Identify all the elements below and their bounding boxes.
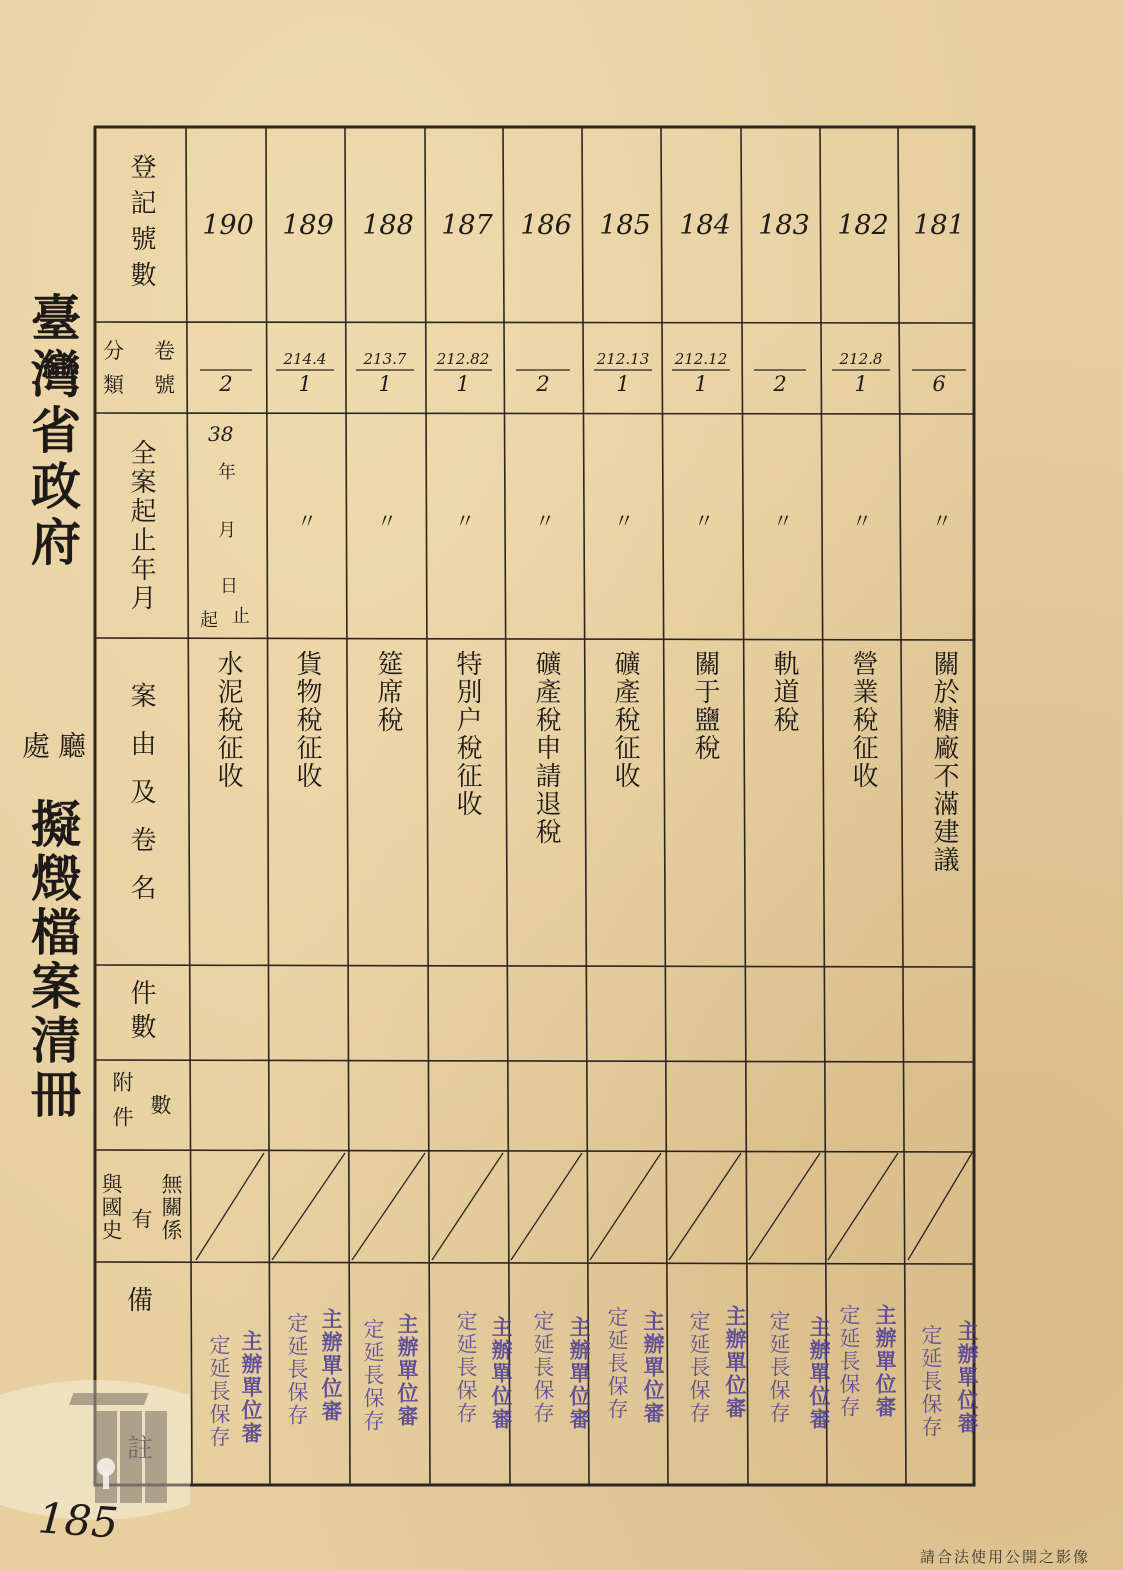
period-ditto-185: 〃 — [614, 509, 634, 533]
period-ditto-187: 〃 — [455, 509, 475, 533]
subject-186: 礦產稅申請退稅 — [531, 650, 561, 846]
remark-190-b: 定延長保存 — [207, 1334, 231, 1449]
subject-190: 水泥稅征收 — [213, 650, 243, 790]
period-day-label: 日 — [220, 576, 238, 597]
header-class-top: 分 — [103, 339, 128, 363]
period-month-label: 月 — [218, 520, 236, 541]
department-label-chu: 處 — [18, 731, 51, 759]
header-classification — [97, 325, 185, 411]
period-ditto-183: 〃 — [773, 509, 793, 533]
header-count-label: 件數 — [126, 979, 156, 1047]
remark-188-a: 主辦單位審 — [395, 1313, 419, 1428]
remark-185-b: 定延長保存 — [605, 1306, 629, 1421]
period-ditto-186: 〃 — [535, 509, 555, 533]
class-bottom-181: 6 — [932, 372, 946, 396]
class-bottom-185: 1 — [616, 372, 630, 396]
reg-no-184: 184 — [679, 209, 731, 241]
remark-181-b: 定延長保存 — [919, 1324, 943, 1439]
reg-no-185: 185 — [599, 209, 651, 241]
remark-187-b: 定延長保存 — [454, 1310, 478, 1425]
remark-189-a: 主辦單位審 — [319, 1308, 343, 1423]
period-ditto-181: 〃 — [932, 509, 952, 533]
subject-183: 軌道稅 — [769, 650, 799, 734]
subject-188: 筵席稅 — [373, 650, 403, 734]
reg-no-187: 187 — [441, 209, 493, 241]
header-remarks-top: 備 — [127, 1286, 164, 1316]
remark-182-a: 主辦單位審 — [873, 1304, 897, 1419]
reg-no-182: 182 — [837, 209, 889, 241]
class-bottom-182: 1 — [854, 372, 868, 396]
period-ditto-184: 〃 — [694, 509, 714, 533]
subject-182: 營業稅征收 — [848, 650, 878, 790]
period-start-label: 起 — [200, 610, 218, 631]
class-bottom-183: 2 — [773, 372, 787, 396]
class-bottom-190: 2 — [219, 372, 233, 396]
class-bottom-189: 1 — [298, 372, 312, 396]
header-class-bottom2: 號 — [154, 373, 179, 397]
header-national-history — [97, 1153, 185, 1261]
class-bottom-184: 1 — [694, 372, 708, 396]
reg-no-181: 181 — [913, 209, 965, 241]
period-ditto-189: 〃 — [297, 509, 317, 533]
header-subject-label: 案由及卷名 — [126, 682, 156, 922]
remark-182-b: 定延長保存 — [837, 1304, 861, 1419]
reg-no-189: 189 — [282, 209, 334, 241]
remark-185-a: 主辦單位審 — [641, 1310, 665, 1425]
department-label-ting: 廳 — [54, 731, 87, 759]
header-period — [97, 416, 185, 636]
header-subject — [97, 642, 185, 962]
subject-184: 關于鹽稅 — [690, 650, 720, 762]
class-top-188: 213.7 — [363, 350, 407, 368]
remark-186-b: 定延長保存 — [531, 1310, 555, 1425]
subject-181: 關於糖廠不滿建議 — [929, 650, 959, 874]
remark-189-b: 定延長保存 — [285, 1312, 309, 1427]
class-top-189: 214.4 — [283, 350, 327, 368]
header-class-top2: 卷 — [154, 339, 179, 363]
header-reg-no — [97, 130, 185, 320]
class-bottom-187: 1 — [456, 372, 470, 396]
remark-186-a: 主辦單位審 — [567, 1316, 591, 1431]
header-history-a: 無關係 — [159, 1172, 183, 1242]
header-reg-no-label: 登記號數 — [126, 153, 156, 297]
header-attach-right: 數 — [148, 1093, 172, 1119]
subject-187: 特別户稅征收 — [452, 650, 482, 818]
subject-189: 貨物稅征收 — [292, 650, 322, 790]
header-history-b: 有 — [129, 1207, 153, 1233]
header-history-c: 與國史 — [99, 1172, 123, 1242]
footer-notice: 請合法使用公開之影像 — [920, 1548, 1091, 1566]
period-year-label: 年 — [218, 462, 236, 483]
remark-183-a: 主辦單位審 — [807, 1316, 831, 1431]
reg-no-190: 190 — [202, 209, 254, 241]
class-top-187: 212.82 — [436, 350, 490, 368]
remark-181-a: 主辦單位審 — [955, 1320, 979, 1435]
remark-188-b: 定延長保存 — [361, 1318, 385, 1433]
remark-184-a: 主辦單位審 — [723, 1305, 747, 1420]
history-diagonals — [196, 1153, 972, 1260]
header-attach-left: 附件 — [110, 1071, 134, 1141]
subject-185: 礦產稅征收 — [610, 650, 640, 790]
class-top-184: 212.12 — [674, 350, 728, 368]
reg-no-188: 188 — [362, 209, 414, 241]
class-bottom-188: 1 — [378, 372, 392, 396]
register-title: 臺灣省政府 — [23, 292, 82, 572]
class-bottom-186: 2 — [536, 372, 550, 396]
header-count — [97, 968, 185, 1058]
period-ditto-188: 〃 — [377, 509, 397, 533]
page-number: 185 — [36, 1493, 120, 1548]
remark-184-b: 定延長保存 — [687, 1310, 711, 1425]
reg-no-183: 183 — [758, 209, 810, 241]
class-top-185: 212.13 — [596, 350, 650, 368]
header-class-bottom: 類 — [103, 373, 128, 397]
period-year-number: 38 — [208, 422, 234, 446]
period-end-label: 止 — [232, 606, 250, 627]
remark-183-b: 定延長保存 — [767, 1310, 791, 1425]
period-ditto-182: 〃 — [852, 509, 872, 533]
header-attachment — [97, 1063, 185, 1149]
reg-no-186: 186 — [520, 209, 572, 241]
remark-190-a: 主辦單位審 — [239, 1330, 263, 1445]
header-period-label: 全案起止年月 — [126, 439, 156, 613]
register-subtitle: 擬燬檔案清冊 — [23, 798, 82, 1122]
class-top-182: 212.8 — [839, 350, 883, 368]
remark-187-a: 主辦單位審 — [489, 1316, 513, 1431]
